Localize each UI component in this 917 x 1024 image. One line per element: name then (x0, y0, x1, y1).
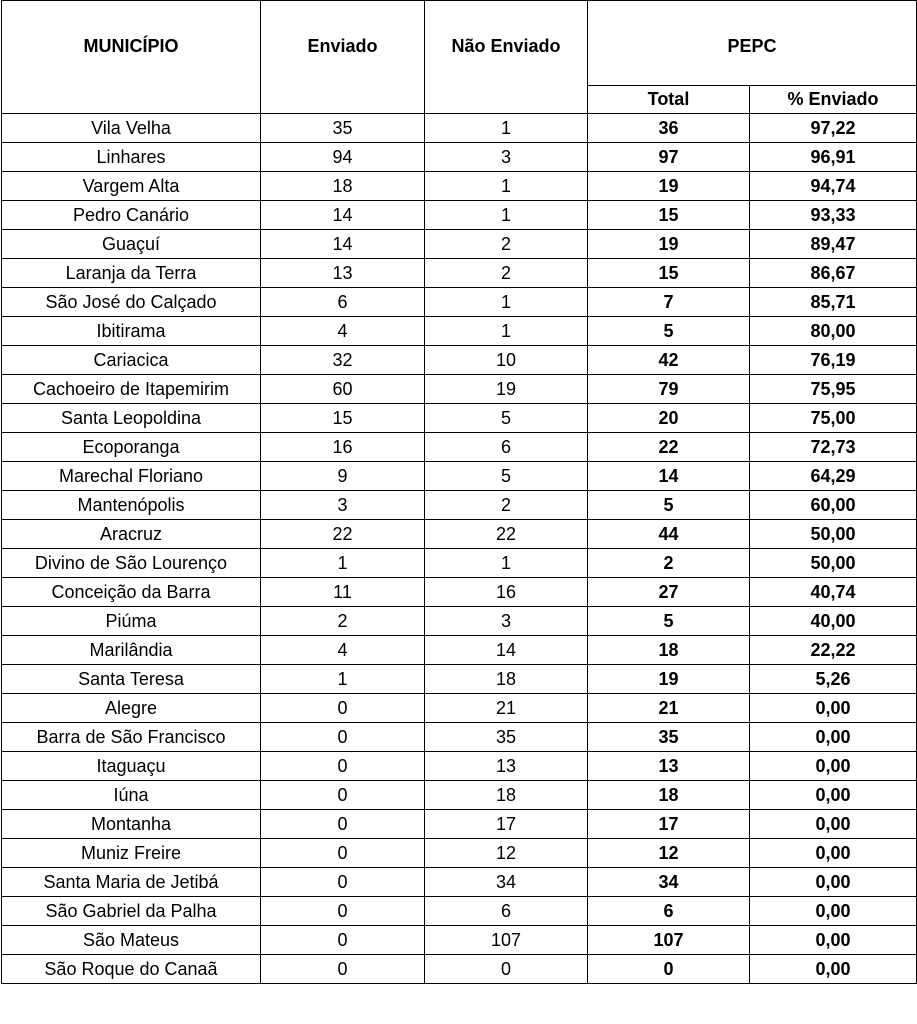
municipio-cell: Divino de São Lourenço (2, 549, 261, 578)
total-cell: 19 (588, 665, 750, 694)
pct-enviado-cell: 0,00 (750, 752, 917, 781)
enviado-cell: 11 (261, 578, 425, 607)
nao-enviado-cell: 1 (425, 288, 588, 317)
header-pepc: PEPC (588, 1, 917, 86)
table-row (2, 288, 917, 317)
pct-enviado-cell: 60,00 (750, 491, 917, 520)
header-total: Total (588, 86, 750, 114)
enviado-cell: 0 (261, 926, 425, 955)
total-cell: 13 (588, 752, 750, 781)
total-cell: 21 (588, 694, 750, 723)
pct-enviado-cell: 0,00 (750, 723, 917, 752)
pct-enviado-cell: 0,00 (750, 839, 917, 868)
table-row (2, 462, 917, 491)
enviado-cell: 1 (261, 665, 425, 694)
municipio-cell: São Roque do Canaã (2, 955, 261, 984)
table-row (2, 868, 917, 897)
pct-enviado-cell: 85,71 (750, 288, 917, 317)
enviado-cell: 0 (261, 955, 425, 984)
total-cell: 36 (588, 114, 750, 143)
pct-enviado-cell: 96,91 (750, 143, 917, 172)
table-row (2, 520, 917, 549)
nao-enviado-cell: 19 (425, 375, 588, 404)
nao-enviado-cell: 2 (425, 491, 588, 520)
municipio-cell: Barra de São Francisco (2, 723, 261, 752)
municipio-cell: Guaçuí (2, 230, 261, 259)
nao-enviado-cell: 1 (425, 114, 588, 143)
municipio-cell: Aracruz (2, 520, 261, 549)
municipio-cell: Conceição da Barra (2, 578, 261, 607)
nao-enviado-cell: 107 (425, 926, 588, 955)
pct-enviado-cell: 0,00 (750, 694, 917, 723)
table-row (2, 665, 917, 694)
pct-enviado-cell: 0,00 (750, 868, 917, 897)
table-row (2, 259, 917, 288)
municipio-cell: Santa Maria de Jetibá (2, 868, 261, 897)
table-row (2, 752, 917, 781)
table-row (2, 636, 917, 665)
pct-enviado-cell: 89,47 (750, 230, 917, 259)
enviado-cell: 0 (261, 752, 425, 781)
pct-enviado-cell: 0,00 (750, 955, 917, 984)
total-cell: 6 (588, 897, 750, 926)
pct-enviado-cell: 64,29 (750, 462, 917, 491)
municipio-cell: Montanha (2, 810, 261, 839)
table-row (2, 317, 917, 346)
total-cell: 14 (588, 462, 750, 491)
nao-enviado-cell: 10 (425, 346, 588, 375)
nao-enviado-cell: 13 (425, 752, 588, 781)
municipio-cell: Muniz Freire (2, 839, 261, 868)
table-row (2, 607, 917, 636)
table-body (2, 114, 917, 984)
nao-enviado-cell: 5 (425, 404, 588, 433)
table-row (2, 955, 917, 984)
enviado-cell: 0 (261, 810, 425, 839)
enviado-cell: 0 (261, 897, 425, 926)
municipio-cell: Laranja da Terra (2, 259, 261, 288)
nao-enviado-cell: 1 (425, 201, 588, 230)
total-cell: 19 (588, 172, 750, 201)
table-row (2, 346, 917, 375)
municipio-cell: Mantenópolis (2, 491, 261, 520)
table-row (2, 201, 917, 230)
nao-enviado-cell: 3 (425, 143, 588, 172)
enviado-cell: 22 (261, 520, 425, 549)
pct-enviado-cell: 94,74 (750, 172, 917, 201)
pct-enviado-cell: 0,00 (750, 810, 917, 839)
nao-enviado-cell: 22 (425, 520, 588, 549)
municipio-cell: Linhares (2, 143, 261, 172)
nao-enviado-cell: 21 (425, 694, 588, 723)
total-cell: 12 (588, 839, 750, 868)
pct-enviado-cell: 0,00 (750, 926, 917, 955)
pct-enviado-cell: 50,00 (750, 549, 917, 578)
enviado-cell: 0 (261, 868, 425, 897)
pct-enviado-cell: 76,19 (750, 346, 917, 375)
nao-enviado-cell: 1 (425, 549, 588, 578)
nao-enviado-cell: 16 (425, 578, 588, 607)
municipio-cell: Vila Velha (2, 114, 261, 143)
nao-enviado-cell: 5 (425, 462, 588, 491)
enviado-cell: 0 (261, 839, 425, 868)
pct-enviado-cell: 0,00 (750, 781, 917, 810)
table-row (2, 694, 917, 723)
nao-enviado-cell: 2 (425, 259, 588, 288)
pct-enviado-cell: 97,22 (750, 114, 917, 143)
enviado-cell: 2 (261, 607, 425, 636)
pepc-table (1, 0, 917, 984)
enviado-cell: 13 (261, 259, 425, 288)
municipio-cell: Alegre (2, 694, 261, 723)
table-row (2, 839, 917, 868)
pct-enviado-cell: 5,26 (750, 665, 917, 694)
total-cell: 34 (588, 868, 750, 897)
municipio-cell: Santa Leopoldina (2, 404, 261, 433)
enviado-cell: 9 (261, 462, 425, 491)
enviado-cell: 16 (261, 433, 425, 462)
total-cell: 5 (588, 317, 750, 346)
total-cell: 79 (588, 375, 750, 404)
nao-enviado-cell: 1 (425, 317, 588, 346)
table-row (2, 578, 917, 607)
pct-enviado-cell: 22,22 (750, 636, 917, 665)
municipio-cell: Santa Teresa (2, 665, 261, 694)
municipio-cell: São José do Calçado (2, 288, 261, 317)
total-cell: 22 (588, 433, 750, 462)
municipio-cell: São Gabriel da Palha (2, 897, 261, 926)
pct-enviado-cell: 40,00 (750, 607, 917, 636)
enviado-cell: 0 (261, 781, 425, 810)
total-cell: 97 (588, 143, 750, 172)
header-nao-enviado: Não Enviado (425, 1, 588, 114)
enviado-cell: 60 (261, 375, 425, 404)
nao-enviado-cell: 12 (425, 839, 588, 868)
enviado-cell: 18 (261, 172, 425, 201)
municipio-cell: Iúna (2, 781, 261, 810)
table-row (2, 491, 917, 520)
total-cell: 20 (588, 404, 750, 433)
total-cell: 44 (588, 520, 750, 549)
enviado-cell: 0 (261, 723, 425, 752)
table-row (2, 926, 917, 955)
header-enviado: Enviado (261, 1, 425, 114)
enviado-cell: 3 (261, 491, 425, 520)
total-cell: 5 (588, 607, 750, 636)
nao-enviado-cell: 34 (425, 868, 588, 897)
total-cell: 15 (588, 201, 750, 230)
enviado-cell: 4 (261, 317, 425, 346)
total-cell: 0 (588, 955, 750, 984)
pct-enviado-cell: 0,00 (750, 897, 917, 926)
total-cell: 42 (588, 346, 750, 375)
nao-enviado-cell: 2 (425, 230, 588, 259)
total-cell: 7 (588, 288, 750, 317)
nao-enviado-cell: 6 (425, 433, 588, 462)
pct-enviado-cell: 50,00 (750, 520, 917, 549)
municipio-cell: Marechal Floriano (2, 462, 261, 491)
pct-enviado-cell: 75,95 (750, 375, 917, 404)
nao-enviado-cell: 18 (425, 781, 588, 810)
table-row (2, 897, 917, 926)
municipio-cell: Ibitirama (2, 317, 261, 346)
total-cell: 5 (588, 491, 750, 520)
table-row (2, 143, 917, 172)
municipio-cell: São Mateus (2, 926, 261, 955)
municipio-cell: Piúma (2, 607, 261, 636)
municipio-cell: Pedro Canário (2, 201, 261, 230)
enviado-cell: 15 (261, 404, 425, 433)
table-row (2, 172, 917, 201)
enviado-cell: 35 (261, 114, 425, 143)
table-row (2, 375, 917, 404)
table-row (2, 433, 917, 462)
total-cell: 19 (588, 230, 750, 259)
total-cell: 27 (588, 578, 750, 607)
nao-enviado-cell: 0 (425, 955, 588, 984)
nao-enviado-cell: 17 (425, 810, 588, 839)
pct-enviado-cell: 80,00 (750, 317, 917, 346)
nao-enviado-cell: 14 (425, 636, 588, 665)
total-cell: 17 (588, 810, 750, 839)
header-pct-enviado: % Enviado (750, 86, 917, 114)
table-row (2, 810, 917, 839)
table-row (2, 230, 917, 259)
header-row (2, 1, 917, 86)
enviado-cell: 32 (261, 346, 425, 375)
municipio-cell: Vargem Alta (2, 172, 261, 201)
nao-enviado-cell: 35 (425, 723, 588, 752)
municipio-cell: Itaguaçu (2, 752, 261, 781)
total-cell: 18 (588, 781, 750, 810)
enviado-cell: 14 (261, 201, 425, 230)
table-row (2, 404, 917, 433)
total-cell: 2 (588, 549, 750, 578)
nao-enviado-cell: 1 (425, 172, 588, 201)
total-cell: 15 (588, 259, 750, 288)
enviado-cell: 94 (261, 143, 425, 172)
table-header (2, 1, 917, 114)
nao-enviado-cell: 18 (425, 665, 588, 694)
enviado-cell: 4 (261, 636, 425, 665)
table-row (2, 114, 917, 143)
municipio-cell: Cachoeiro de Itapemirim (2, 375, 261, 404)
nao-enviado-cell: 3 (425, 607, 588, 636)
pct-enviado-cell: 93,33 (750, 201, 917, 230)
total-cell: 35 (588, 723, 750, 752)
enviado-cell: 6 (261, 288, 425, 317)
enviado-cell: 1 (261, 549, 425, 578)
pct-enviado-cell: 72,73 (750, 433, 917, 462)
table-row (2, 781, 917, 810)
table-row (2, 723, 917, 752)
nao-enviado-cell: 6 (425, 897, 588, 926)
enviado-cell: 14 (261, 230, 425, 259)
municipio-cell: Cariacica (2, 346, 261, 375)
total-cell: 18 (588, 636, 750, 665)
pct-enviado-cell: 40,74 (750, 578, 917, 607)
header-municipio: MUNICÍPIO (2, 1, 261, 114)
pct-enviado-cell: 75,00 (750, 404, 917, 433)
pct-enviado-cell: 86,67 (750, 259, 917, 288)
municipio-cell: Ecoporanga (2, 433, 261, 462)
municipio-cell: Marilândia (2, 636, 261, 665)
table-row (2, 549, 917, 578)
total-cell: 107 (588, 926, 750, 955)
enviado-cell: 0 (261, 694, 425, 723)
